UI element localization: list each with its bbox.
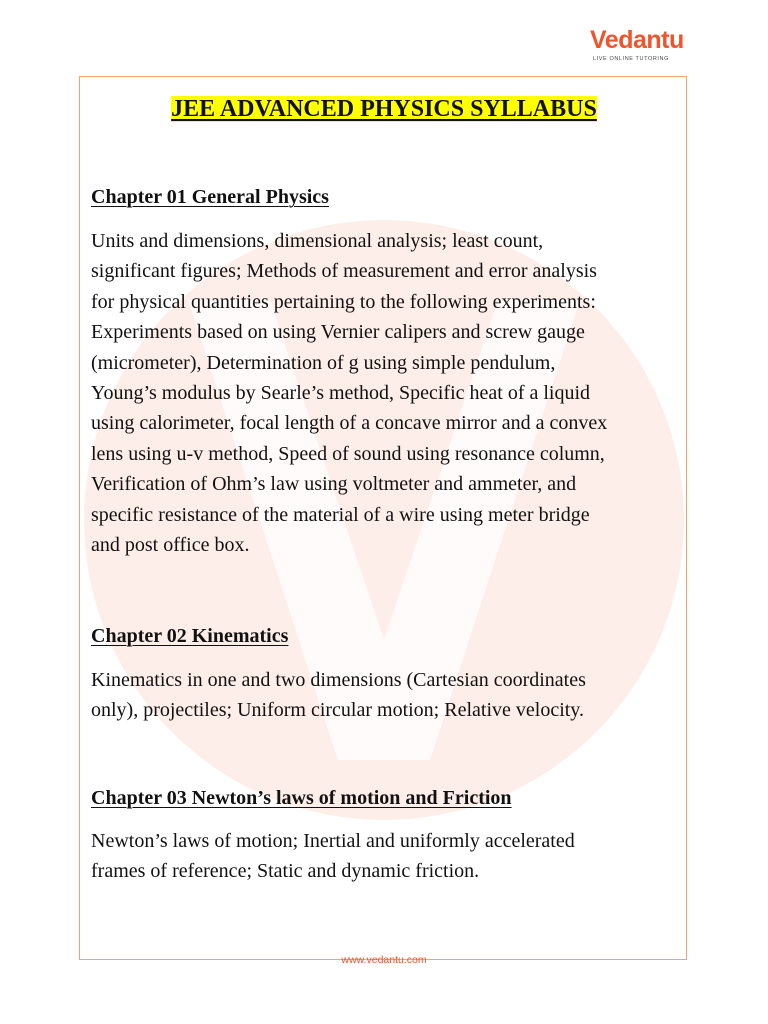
text-line: Units and dimensions, dimensional analysis; least count,: [91, 230, 544, 252]
text-line: Experiments based on using Vernier calipers and screw gauge: [91, 321, 585, 344]
text-line: Newton’s laws of motion; Inertial and uniformly accelerated: [91, 830, 575, 852]
logo-brand: Vedantu: [590, 26, 684, 54]
chapter-03-heading: Chapter 03 Newton’s laws of motion and Friction: [91, 787, 512, 809]
chapter-01-body: [91, 226, 691, 560]
chapter-03-body: [91, 826, 691, 887]
text-line: Young’s modulus by Searle’s method, Specific heat of a liquid: [91, 382, 591, 405]
text-line: for physical quantities pertaining to the following experiments:: [91, 290, 596, 313]
text-line: Kinematics in one and two dimensions (Cartesian coordinates: [91, 669, 586, 691]
text-line: and post office box.: [91, 534, 250, 557]
text-line: (micrometer), Determination of g using simple pendulum,: [91, 351, 556, 374]
text-line: frames of reference; Static and dynamic friction.: [91, 860, 480, 883]
footer-url: www.vedantu.com: [341, 954, 427, 966]
chapter-02-heading: Chapter 02 Kinematics: [91, 625, 289, 647]
text-line: Verification of Ohm’s law using voltmeter and ammeter, and: [91, 473, 577, 496]
logo-tagline: LIVE ONLINE TUTORING: [593, 56, 669, 62]
chapter-01-heading: Chapter 01 General Physics: [91, 186, 329, 208]
document-title: [0, 94, 768, 124]
text-line: specific resistance of the material of a wire using meter bridge: [91, 503, 590, 526]
text-line: lens using u-v method, Speed of sound using resonance column,: [91, 442, 605, 465]
text-line: using calorimeter, focal length of a concave mirror and a convex: [91, 412, 608, 435]
vedantu-logo: [590, 25, 684, 73]
text-line: significant figures; Methods of measurement and error analysis: [91, 260, 597, 283]
chapter-02-body: [91, 665, 691, 726]
text-line: only), projectiles; Uniform circular motion; Relative velocity.: [91, 699, 585, 722]
document-title-text: JEE ADVANCED PHYSICS SYLLABUS: [171, 96, 597, 122]
